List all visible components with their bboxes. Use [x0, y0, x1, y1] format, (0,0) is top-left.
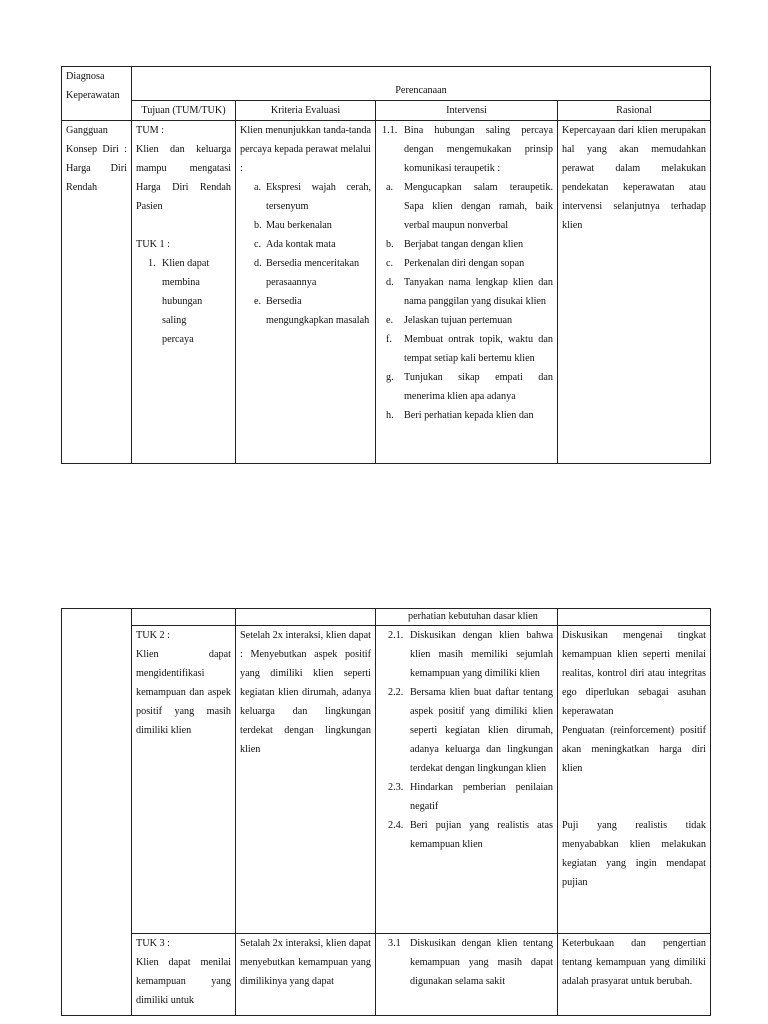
tuk3-rasional-cell	[558, 934, 711, 1016]
list-text: Bersedia mengungkapkan masalah	[266, 296, 370, 326]
list-marker: a.	[254, 182, 262, 193]
diagnosa-cell	[62, 121, 132, 464]
list-marker: 2.3.	[388, 782, 404, 793]
list-item	[380, 311, 553, 330]
tuk1-list	[136, 254, 231, 349]
tuk3-text: Klien dapat menilai kemampuan yang dimiliki untuk	[136, 957, 231, 1006]
continuation-empty-rasional	[558, 609, 711, 626]
tuk2-label: TUK 2 :	[136, 630, 170, 641]
intervensi-cell	[376, 121, 558, 464]
list-marker: e.	[386, 315, 394, 326]
intervensi-main	[380, 121, 553, 178]
list-text: Beri pujian yang realistis atas kemampuan klien	[410, 820, 553, 850]
tuk2-text: Klien dapat mengidentifikasi kemampuan dan aspek positif yang masih dimiliki klien	[136, 649, 231, 736]
list-marker: 2.4.	[388, 820, 404, 831]
list-item	[380, 816, 553, 854]
list-text: Mengucapkan salam teraupetik. Sapa klien dengan ramah, baik verbal maupun nonverbal	[404, 182, 553, 231]
tuk2-kriteria: Setelah 2x interaksi, klien dapat : Menyebutkan aspek positif yang dimiliki klien seperti kegiatan klien dirumah, adanya keluarga dan lingkungan terdekat dengan lingkungan klien	[240, 630, 371, 755]
diagnosa-text: Gangguan Konsep Diri : Harga Diri Rendah	[66, 125, 127, 193]
header-perencanaan: Perencanaan	[395, 85, 447, 96]
rasional-cell	[558, 121, 711, 464]
kriteria-cell	[236, 121, 376, 464]
list-item	[380, 368, 553, 406]
list-item	[240, 216, 371, 235]
list-marker: e.	[254, 296, 262, 307]
tum-text: Klien dan keluarga mampu mengatasi Harga Diri Rendah Pasien	[136, 144, 231, 212]
list-text: Diskusikan dengan klien tentang kemampuan yang masih dapat digunakan selama sakit	[410, 938, 553, 987]
tuk3-kriteria-cell	[236, 934, 376, 1016]
list-marker: d.	[386, 277, 394, 288]
header-diagnosa-line-1: Diagnosa	[66, 71, 105, 82]
tuk2-intervensi-cell	[376, 626, 558, 934]
header-diagnosa-cell	[62, 67, 132, 121]
header-intervensi: Intervensi	[376, 101, 558, 121]
list-text: Mau berkenalan	[266, 220, 332, 231]
list-marker: 3.1	[388, 938, 401, 949]
list-text: Tanyakan nama lengkap klien dan nama panggilan yang disukai klien	[404, 277, 553, 307]
tuk1-label: TUK 1 :	[136, 239, 170, 250]
list-marker: 1.	[148, 258, 156, 269]
list-text: Ekspresi wajah cerah, tersenyum	[266, 182, 371, 212]
tuk3-label: TUK 3 :	[136, 938, 170, 949]
list-text: Klien dapat membina hubungan saling percaya	[162, 258, 210, 345]
continuation-empty-tujuan	[132, 609, 236, 626]
list-item	[380, 273, 553, 311]
list-marker: f.	[386, 334, 392, 345]
tuk3-kriteria: Setalah 2x interaksi, klien dapat menyebutkan kemampuan yang dimilikinya yang dapat	[240, 938, 371, 987]
list-text: Membuat ontrak topik, waktu dan tempat setiap kali bertemu klien	[404, 334, 553, 364]
kriteria-intro: Klien menunjukkan tanda-tanda percaya kepada perawat melalui :	[240, 125, 371, 174]
header-kriteria: Kriteria Evaluasi	[236, 101, 376, 121]
list-item	[380, 235, 553, 254]
continuation-empty-kriteria	[236, 609, 376, 626]
list-text: Tunjukan sikap empati dan menerima klien apa adanya	[404, 372, 553, 402]
tuk2-rasional-2: Penguatan (reinforcement) positif akan meningkatkan harga diri klien	[562, 725, 706, 774]
header-perencanaan-cell	[132, 67, 711, 101]
list-marker: 2.1.	[388, 630, 404, 641]
list-marker: a.	[386, 182, 394, 193]
list-item	[380, 330, 553, 368]
list-item	[380, 254, 553, 273]
tuk2-intervensi-list	[380, 626, 553, 854]
list-marker: 2.2.	[388, 687, 404, 698]
list-item	[380, 683, 553, 778]
nursing-care-plan-table-2	[61, 608, 711, 1016]
header-tujuan: Tujuan (TUM/TUK)	[132, 101, 236, 121]
list-text: Beri perhatian kepada klien dan	[404, 410, 534, 421]
list-text: Ada kontak mata	[266, 239, 336, 250]
tuk2-tujuan-cell	[132, 626, 236, 934]
list-item	[380, 934, 553, 991]
nursing-care-plan-table-1	[61, 66, 711, 464]
header-rasional: Rasional	[558, 101, 711, 121]
list-item	[380, 406, 553, 425]
tuk3-intervensi-list	[380, 934, 553, 991]
list-marker: b.	[386, 239, 394, 250]
list-marker: b.	[254, 220, 262, 231]
list-text: Diskusikan dengan klien bahwa klien masih memiliki sejumlah kemampuan yang dimiliki klien	[410, 630, 553, 679]
list-text: Perkenalan diri dengan sopan	[404, 258, 525, 269]
intervensi-intro: Bina hubungan saling percaya dengan mengemukakan prinsip komunikasi teraupetik :	[404, 125, 553, 174]
list-text: Bersedia menceritakan perasaannya	[266, 258, 360, 288]
list-item	[240, 235, 371, 254]
list-item	[380, 121, 553, 178]
tum-label: TUM :	[136, 125, 165, 136]
list-marker: g.	[386, 372, 394, 383]
tuk3-intervensi-cell	[376, 934, 558, 1016]
tuk2-rasional-3: Puji yang realistis tidak menyababkan klien melakukan kegiatan yang ingin mendapat pujian	[562, 820, 706, 888]
list-marker: d.	[254, 258, 262, 269]
list-marker: 1.1.	[382, 125, 398, 136]
tuk2-kriteria-cell	[236, 626, 376, 934]
list-text: Berjabat tangan dengan klien	[404, 239, 524, 250]
list-item	[380, 626, 553, 683]
list-item	[380, 778, 553, 816]
intervensi-list	[380, 178, 553, 425]
continuation-intervensi-cell	[376, 609, 558, 626]
list-item	[380, 178, 553, 235]
tuk3-rasional: Keterbukaan dan pengertian tentang kemampuan yang dimiliki adalah prasyarat untuk berubah.	[562, 938, 706, 987]
continuation-text: perhatian kebutuhan dasar klien	[408, 611, 538, 622]
list-text: Jelaskan tujuan pertemuan	[404, 315, 513, 326]
tuk3-tujuan-cell	[132, 934, 236, 1016]
list-marker: c.	[386, 258, 394, 269]
list-marker: c.	[254, 239, 262, 250]
diagnosa-cell-empty	[62, 609, 132, 1016]
list-item	[136, 254, 231, 349]
tujuan-cell	[132, 121, 236, 464]
list-text: Bersama klien buat daftar tentang aspek positif yang dimiliki klien seperti kegiatan klien dirumah, adanya keluarga dan lingkungan terdekat dengan lingkungan klien	[410, 687, 553, 774]
list-item	[240, 254, 371, 292]
list-item	[240, 178, 371, 216]
header-diagnosa-line-2: Keperawatan	[66, 90, 120, 101]
tuk2-rasional-cell	[558, 626, 711, 934]
list-text: Hindarkan pemberian penilaian negatif	[410, 782, 553, 812]
list-marker: h.	[386, 410, 394, 421]
list-item	[240, 292, 371, 330]
tuk2-rasional-1: Diskusikan mengenai tingkat kemampuan klien seperti menilai realitas, kontrol diri atau integritas ego diperlukan sebagai asuhan keperawatan	[562, 630, 706, 717]
kriteria-list	[240, 178, 371, 330]
rasional-text: Kepercayaan dari klien merupakan hal yang akan memudahkan perawat dalam melakukan pendekatan keperawatan atau intervensi selanjutnya terhadap klien	[562, 125, 706, 231]
